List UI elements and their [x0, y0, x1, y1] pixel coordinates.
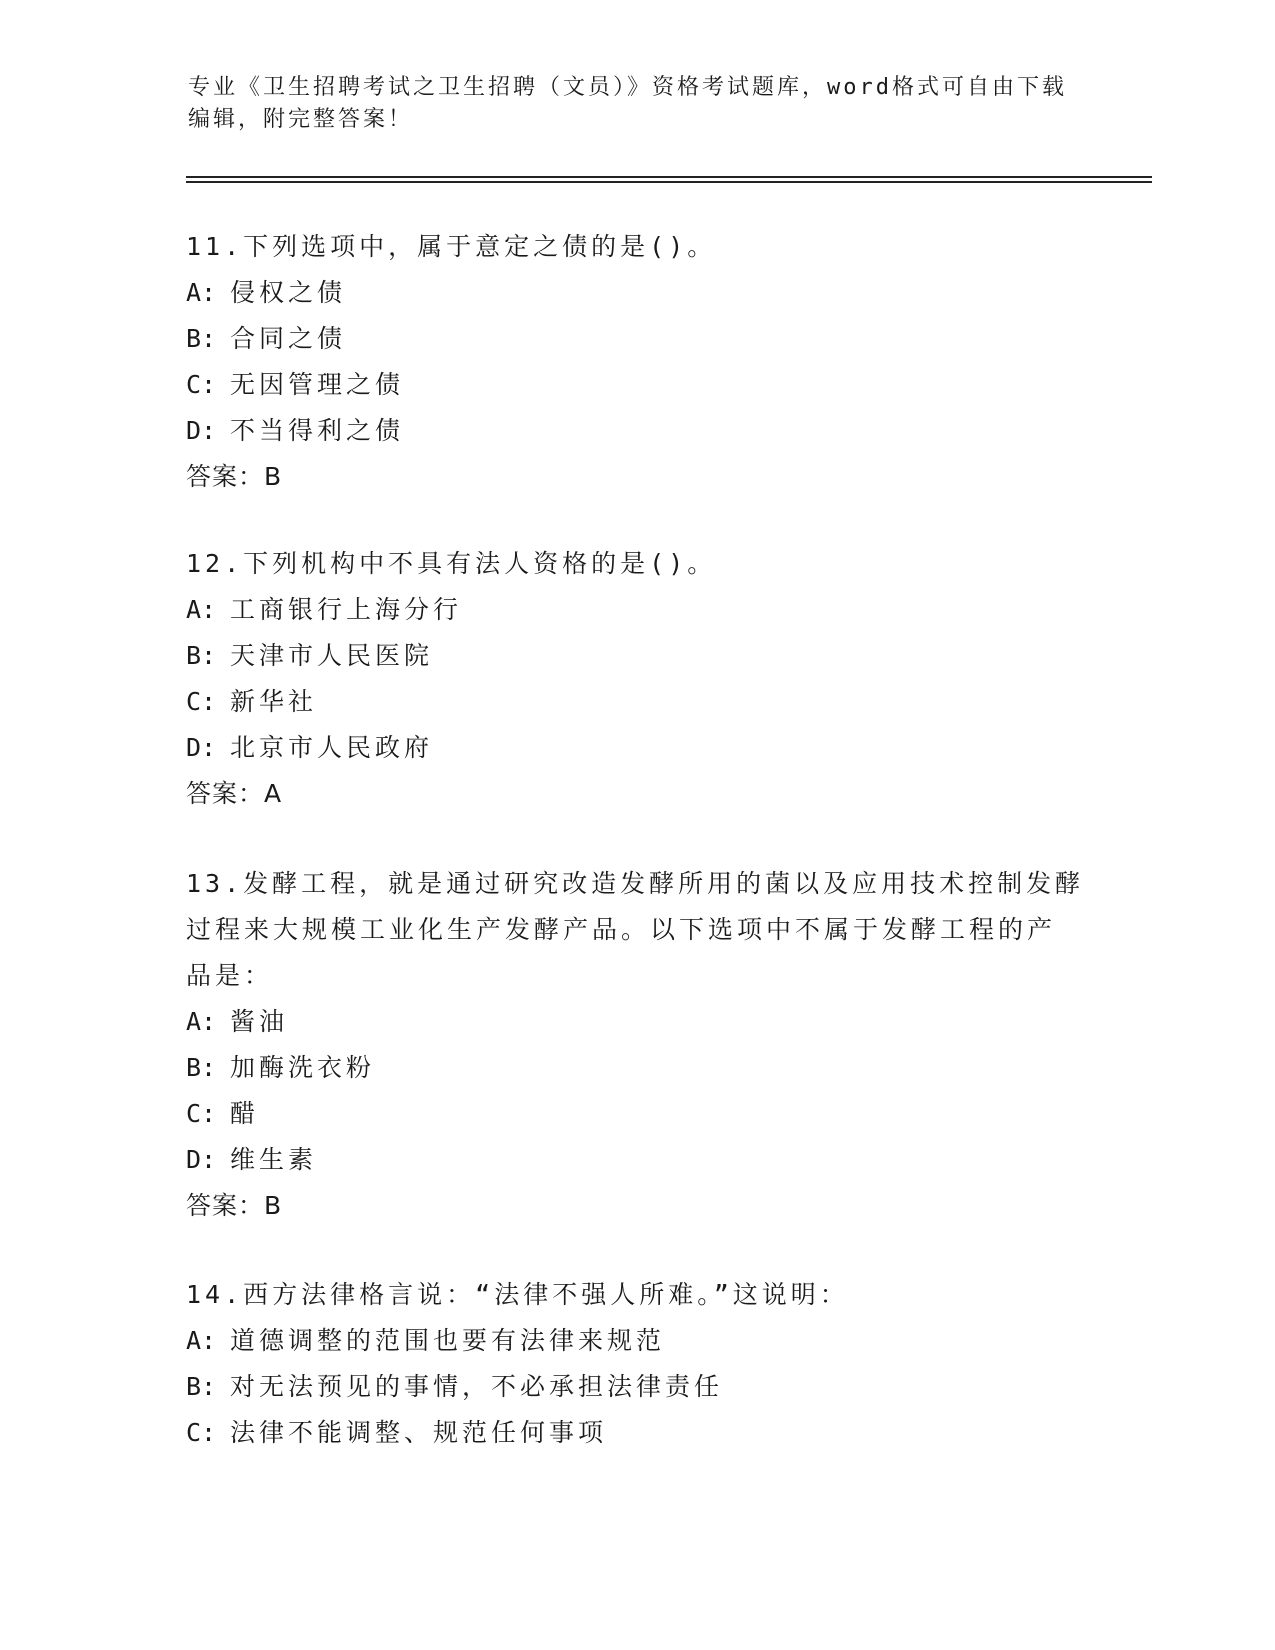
option-letter: A:	[186, 1326, 217, 1355]
option-b	[186, 633, 1086, 679]
option-text: 北京市人民政府	[230, 733, 434, 762]
option-letter: A:	[186, 595, 217, 624]
question-stem	[186, 1272, 1086, 1318]
option-letter: B:	[186, 1372, 217, 1401]
option-letter: D:	[186, 1145, 217, 1174]
option-letter: A:	[186, 278, 217, 307]
option-letter: D:	[186, 733, 217, 762]
option-a	[186, 270, 1086, 316]
option-text: 维生素	[230, 1145, 318, 1174]
option-text: 侵权之债	[230, 278, 347, 307]
header-divider-top	[186, 176, 1152, 178]
option-text: 加酶洗衣粉	[230, 1053, 376, 1082]
header-line-2: 编辑，附完整答案！	[188, 107, 414, 132]
question-14	[186, 1272, 1086, 1456]
question-stem-line: 过程来大规模工业化生产发酵产品。以下选项中不属于发酵工程的产	[186, 915, 1057, 944]
option-letter: A:	[186, 1007, 217, 1036]
question-13	[186, 861, 1086, 1229]
option-c	[186, 362, 1086, 408]
option-letter: B:	[186, 324, 217, 353]
option-d	[186, 725, 1086, 771]
answer-line: 答案：A	[186, 779, 283, 808]
question-stem	[186, 541, 1086, 587]
option-a	[186, 999, 1086, 1045]
option-letter: C:	[186, 687, 217, 716]
option-text: 道德调整的范围也要有法律来规范	[230, 1326, 666, 1355]
option-text: 新华社	[230, 687, 318, 716]
option-text: 不当得利之债	[230, 416, 405, 445]
option-b	[186, 1045, 1086, 1091]
option-text: 法律不能调整、规范任何事项	[230, 1418, 608, 1447]
question-stem	[186, 861, 1086, 999]
option-text: 醋	[230, 1099, 260, 1128]
document-header	[188, 72, 1088, 136]
question-stem-line: 14.西方法律格言说：“法律不强人所难。”这说明：	[186, 1280, 849, 1309]
header-line-1: 专业《卫生招聘考试之卫生招聘（文员）》资格考试题库，word格式可自由下载	[188, 75, 1067, 100]
question-stem-line: 12.下列机构中不具有法人资格的是()。	[186, 549, 717, 578]
option-c	[186, 1091, 1086, 1137]
option-a	[186, 587, 1086, 633]
option-letter: D:	[186, 416, 217, 445]
option-b	[186, 1364, 1086, 1410]
option-d	[186, 1137, 1086, 1183]
option-c	[186, 1410, 1086, 1456]
option-d	[186, 408, 1086, 454]
answer-line: 答案：B	[186, 1191, 283, 1220]
answer-line: 答案：B	[186, 462, 283, 491]
question-11	[186, 224, 1086, 500]
option-text: 对无法预见的事情，不必承担法律责任	[230, 1372, 724, 1401]
header-divider-bottom	[186, 181, 1152, 183]
option-text: 酱油	[230, 1007, 289, 1036]
option-c	[186, 679, 1086, 725]
question-12	[186, 541, 1086, 817]
option-a	[186, 1318, 1086, 1364]
option-letter: C:	[186, 1418, 217, 1447]
option-text: 工商银行上海分行	[230, 595, 463, 624]
question-stem-line: 13.发酵工程，就是通过研究改造发酵所用的菌以及应用技术控制发酵	[186, 869, 1085, 898]
option-letter: C:	[186, 370, 217, 399]
option-text: 合同之债	[230, 324, 347, 353]
option-letter: B:	[186, 1053, 217, 1082]
option-letter: C:	[186, 1099, 217, 1128]
option-text: 无因管理之债	[230, 370, 405, 399]
question-stem-line: 11.下列选项中，属于意定之债的是()。	[186, 232, 717, 261]
question-stem-line: 品是：	[186, 961, 274, 990]
option-b	[186, 316, 1086, 362]
option-letter: B:	[186, 641, 217, 670]
option-text: 天津市人民医院	[230, 641, 434, 670]
question-stem	[186, 224, 1086, 270]
